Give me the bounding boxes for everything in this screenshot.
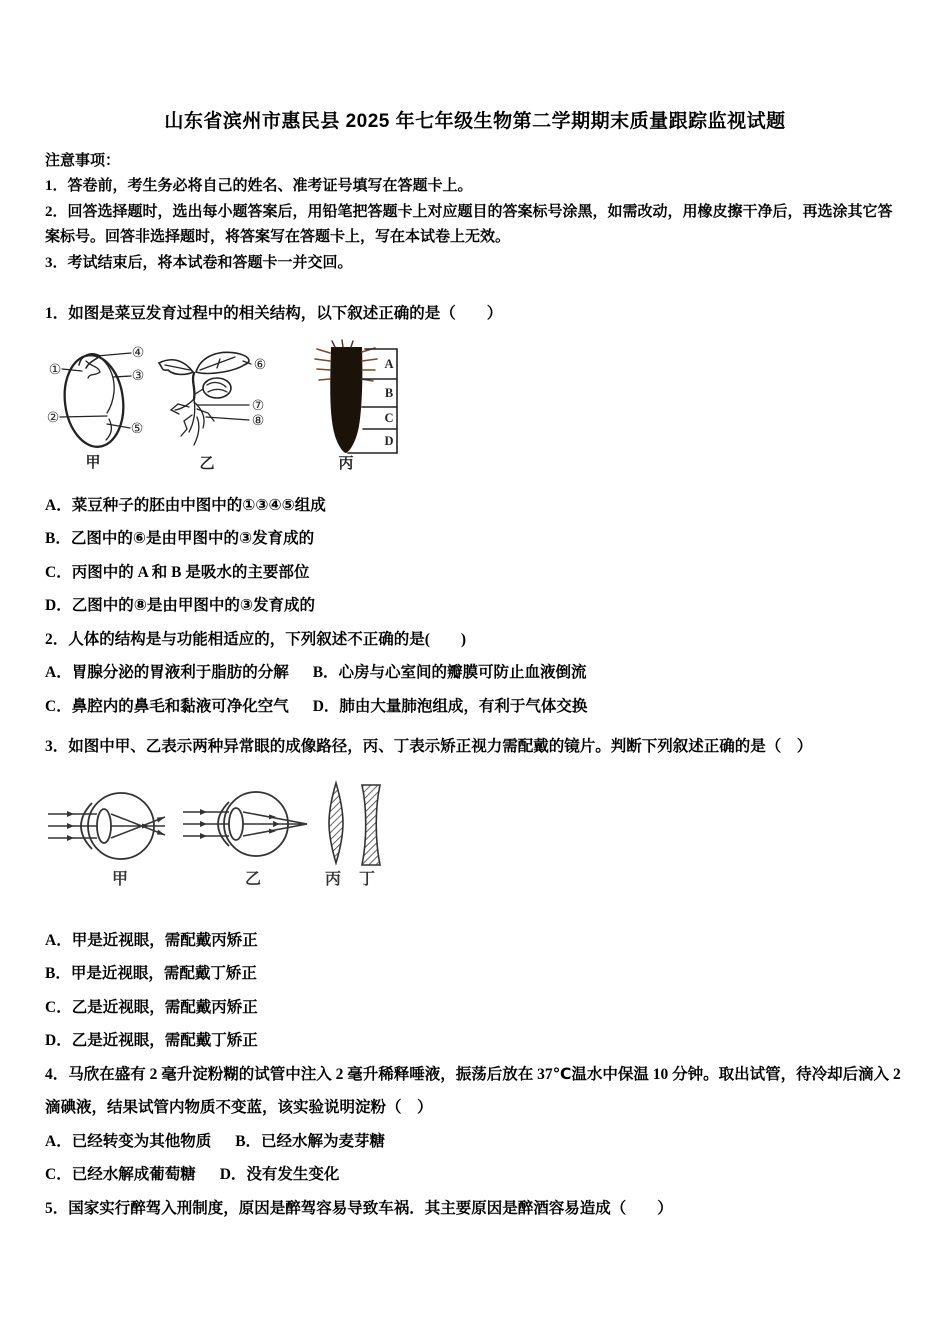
seed-label-2: ②	[46, 409, 60, 426]
eye-yi-caption: 乙	[244, 870, 262, 888]
seedling-label-8: ⑧	[251, 412, 265, 429]
q3-option-d: D．乙是近视眼，需配戴丁矫正	[45, 1032, 258, 1050]
eye-yi-diagram	[183, 792, 307, 888]
seed-label-4: ④	[131, 344, 145, 361]
question-3-options	[45, 924, 905, 1058]
question-4-stem: 4．马欣在盛有 2 毫升淀粉糊的试管中注入 2 毫升稀释唾液，振荡后放在 37℃温水中保温 10 分钟。取出试管，待冷却后滴入 2 滴碘液，结果试管内物质不变蓝，该实验说明淀粉（ ）	[45, 1065, 901, 1117]
eye-jia-diagram	[48, 793, 165, 888]
q1-option-c: C．丙图中的 A 和 B 是吸水的主要部位	[45, 563, 310, 581]
q3-option-a: A．甲是近视眼，需配戴丙矫正	[45, 931, 258, 949]
question-1-options	[45, 489, 905, 623]
notice-item-1: 1．答卷前，考生务必将自己的姓名、准考证号填写在答题卡上。	[45, 178, 473, 195]
q1-option-b: B．乙图中的⑥是由甲图中的③发育成的	[45, 530, 315, 548]
question-3	[45, 730, 905, 1058]
seed-caption: 甲	[85, 454, 101, 471]
question-2	[45, 623, 905, 724]
convex-lens-caption: 丙	[324, 870, 342, 888]
eye-jia-caption: 甲	[111, 870, 129, 888]
root-caption: 丙	[338, 455, 354, 472]
root-tip-diagram	[315, 340, 397, 472]
q4-option-c: C．已经水解成葡萄糖	[45, 1166, 196, 1184]
seedling-caption: 乙	[199, 455, 215, 472]
notice-section	[45, 149, 905, 276]
q4-options-row-2	[45, 1158, 905, 1192]
question-1	[45, 297, 905, 623]
question-5-stem: 5．国家实行醉驾入刑制度，原因是醉驾容易导致车祸．其主要原因是醉酒容易造成（ ）	[45, 1199, 673, 1217]
concave-lens-caption: 丁	[358, 870, 376, 888]
q2-option-b: B．心房与心室间的瓣膜可防止血液倒流	[312, 664, 587, 682]
figure-seed-development	[45, 337, 445, 475]
convex-lens	[329, 783, 343, 863]
seed-label-5: ⑤	[130, 420, 144, 437]
question-3-stem: 3．如图中甲、乙表示两种异常眼的成像路径，丙、丁表示矫正视力需配戴的镜片。判断下列叙述正确的是（ ）	[45, 738, 813, 756]
seedling-label-6: ⑥	[253, 356, 267, 373]
notice-heading: 注意事项：	[45, 153, 121, 169]
concave-lens-diagram	[359, 785, 380, 888]
root-zone-b: B	[384, 385, 394, 400]
question-4	[45, 1058, 905, 1192]
q2-option-d: D．肺由大量肺泡组成，有利于气体交换	[312, 697, 588, 715]
seed-label-3: ③	[131, 367, 145, 384]
seedling-label-7: ⑦	[251, 397, 265, 414]
root-zone-a: A	[384, 356, 394, 371]
q2-option-c: C．鼻腔内的鼻毛和黏液可净化空气	[45, 697, 289, 715]
concave-lens	[362, 785, 380, 865]
question-5	[45, 1192, 905, 1226]
q2-options-row-1	[45, 656, 905, 690]
q4-option-b: B．已经水解为麦芽糖	[235, 1132, 386, 1150]
q4-option-d: D．没有发生变化	[219, 1166, 340, 1184]
root-body	[330, 347, 362, 453]
q4-option-a: A．已经转变为其他物质	[45, 1132, 212, 1150]
figure-eye-vision	[45, 778, 445, 890]
question-2-stem: 2．人体的结构是与功能相适应的，下列叙述不正确的是( )	[45, 630, 467, 648]
q3-option-c: C．乙是近视眼，需配戴丙矫正	[45, 998, 258, 1016]
q1-option-d: D．乙图中的⑧是由甲图中的③发育成的	[45, 597, 315, 615]
q1-option-a: A．菜豆种子的胚由中图中的①③④⑤组成	[45, 496, 326, 514]
question-1-stem: 1．如图是菜豆发育过程中的相关结构，以下叙述正确的是（ ）	[45, 305, 503, 323]
q2-options-row-2	[45, 690, 905, 724]
q3-option-b: B．甲是近视眼，需配戴丁矫正	[45, 965, 257, 983]
page-title: 山东省滨州市惠民县 2025 年七年级生物第二学期期末质量跟踪监视试题	[164, 111, 786, 132]
root-zone-c: C	[384, 410, 394, 425]
convex-lens-diagram	[325, 783, 343, 888]
seedling-diagram	[159, 352, 266, 472]
seed-diagram	[47, 345, 145, 471]
q4-options-row-1	[45, 1125, 905, 1159]
notice-item-2: 2．回答选择题时，选出每小题答案后，用铅笔把答题卡上对应题目的答案标号涂黑，如需改动，用橡皮擦干净后，再选涂其它答案标号。回答非选择题时，将答案写在答题卡上，写在本试卷上无效。	[45, 203, 893, 246]
seed-label-1: ①	[48, 361, 62, 378]
root-zone-d: D	[384, 433, 394, 448]
notice-item-3: 3．考试结束后，将本试卷和答题卡一并交回。	[45, 254, 353, 271]
q2-option-a: A．胃腺分泌的胃液利于脂肪的分解	[45, 664, 289, 682]
